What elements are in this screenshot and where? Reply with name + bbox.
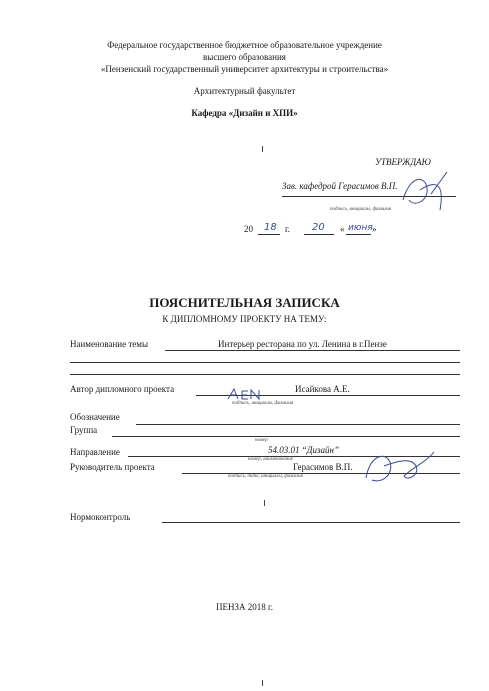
month-line [346,234,371,235]
tick-mark [262,146,263,152]
month-value: июня [348,223,373,233]
tick-mark [262,680,263,686]
head-signature [395,170,455,215]
designation-line [136,424,460,425]
number-caption: номер [255,438,268,443]
topic-value: Интерьер ресторана по ул. Ленина в г.Пензе [218,339,387,349]
tick-mark [264,500,265,506]
supervisor-label: Руководитель проекта [70,462,155,472]
institution-line-3: «Пензенский государственный университет архитектуры и строительства» [100,64,389,74]
author-value: Исайкова А.Е. [295,384,350,394]
author-caption: подпись, инициалы, фамилия [232,401,294,406]
day-value: 20 [312,222,325,233]
group-label: Группа [70,425,98,435]
document-subtitle: К ДИПЛОМНОМУ ПРОЕКТУ НА ТЕМУ: [162,314,327,324]
normcontrol-label: Нормоконтроль [70,512,131,522]
month-close: » [372,224,377,234]
topic-line-3 [70,374,460,375]
institution-line-2: высшего образования [203,52,286,62]
city-year: ПЕНЗА 2018 г. [216,602,273,612]
group-line [112,436,460,437]
topic-line-1 [165,350,460,351]
supervisor-caption: подпись, дата, инициалы, фамилия [228,474,303,479]
year-prefix: 20 [244,224,253,234]
day-line [304,234,334,235]
year-label: г. [285,224,290,234]
faculty: Архитектурный факультет [193,86,296,96]
direction-value: 54.03.01 “Дизайн” [268,445,339,455]
head-sign-line [282,196,456,197]
designation-label: Обозначение [70,412,120,422]
author-label: Автор дипломного проекта [70,384,175,394]
month-open: « [340,224,345,234]
institution-line-1: Федеральное государственное бюджетное образовательное учреждение [107,40,382,50]
approval-head: Зав. кафедрой Герасимов В.П. [282,181,398,191]
normcontrol-line [162,522,460,523]
topic-line-2 [70,362,460,363]
head-sign-caption: подпись, инициалы, фамилия [330,207,392,212]
supervisor-signature [360,448,440,492]
direction-label: Направление [70,447,120,457]
year-line [258,234,280,235]
approval-title: УТВЕРЖДАЮ [375,157,431,167]
supervisor-value: Герасимов В.П. [293,462,353,472]
direction-caption: номер, наименование [248,457,293,462]
document-title: ПОЯСНИТЕЛЬНАЯ ЗАПИСКА [149,295,340,310]
year-suffix: 18 [264,222,277,233]
department: Кафедра «Дизайн и ХПИ» [191,108,298,118]
topic-label: Наименование темы [70,339,148,349]
